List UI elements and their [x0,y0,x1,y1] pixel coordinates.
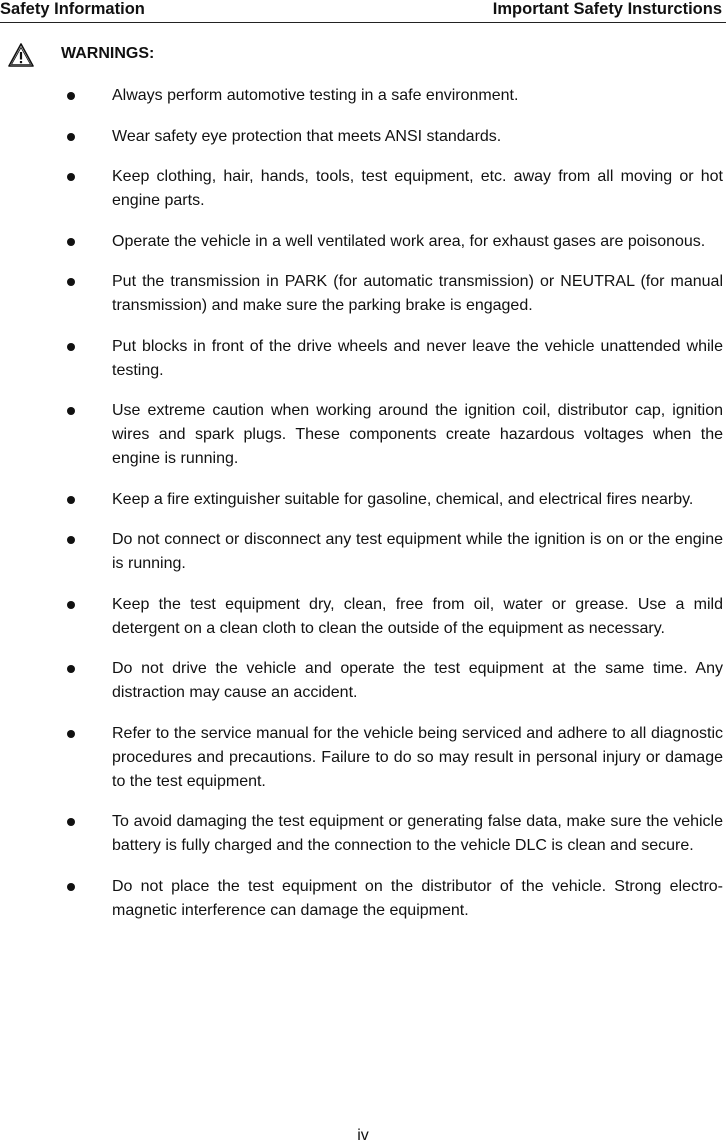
header-section-title: Safety Information [0,0,145,18]
list-item-text: Wear safety eye protection that meets ANSI standards. [112,127,502,145]
bullet-icon [67,665,75,673]
bullet-icon [67,407,75,415]
list-item [0,875,726,923]
list-item [0,230,726,254]
list-item-text: Use extreme caution when working around the ignition coil, distributor cap, ignition wires and spark plugs. These components create hazardous voltages when the engine is running. [112,402,723,467]
list-item [0,270,726,318]
warning-triangle-icon [7,42,35,68]
header-chapter-title: Important Safety Insturctions [492,0,722,18]
list-item-text: Keep clothing, hair, hands, tools, test equipment, etc. away from all moving or hot engine parts. [112,168,723,209]
list-item-text: Keep a fire extinguisher suitable for gasoline, chemical, and electrical fires nearby. [112,490,694,508]
page-number: iv [357,1127,369,1144]
bullet-icon [67,883,75,891]
list-item-text: Operate the vehicle in a well ventilated work area, for exhaust gases are poisonous. [112,232,706,250]
bullet-icon [67,238,75,246]
bullet-icon [67,730,75,738]
bullet-icon [67,278,75,286]
bullet-icon [67,173,75,181]
page-header [0,0,726,23]
list-item [0,528,726,576]
list-item-text: Do not drive the vehicle and operate the test equipment at the same time. Any distraction may cause an accident. [112,660,723,701]
list-item [0,488,726,512]
list-item [0,810,726,858]
bullet-icon [67,92,75,100]
list-item-text: Keep the test equipment dry, clean, free from oil, water or grease. Use a mild detergent on a clean cloth to clean the outside of the equipment as necessary. [112,595,723,637]
list-item [0,593,726,641]
list-item-text: To avoid damaging the test equipment or generating false data, make sure the vehicle battery is fully charged and the connection to the vehicle DLC is clean and secure. [112,813,723,854]
list-item-text: Do not place the test equipment on the distributor of the vehicle. Strong electro-magnetic interference can damage the equipment. [112,877,723,919]
warnings-title: WARNINGS: [61,45,155,62]
list-item [0,657,726,705]
list-item [0,165,726,213]
warnings-list [0,84,726,939]
list-item [0,84,726,108]
bullet-icon [67,496,75,504]
bullet-icon [67,343,75,351]
list-item [0,335,726,383]
warnings-heading [7,40,307,70]
list-item-text: Put the transmission in PARK (for automatic transmission) or NEUTRAL (for manual transmission) and make sure the parking brake is engaged. [112,273,723,314]
bullet-icon [67,601,75,609]
bullet-icon [67,536,75,544]
list-item-text: Do not connect or disconnect any test equipment while the ignition is on or the engine is running. [112,531,723,572]
list-item [0,399,726,471]
list-item-text: Refer to the service manual for the vehicle being serviced and adhere to all diagnostic procedures and precautions. Failure to do so may result in personal injury or damage to the test equipment. [112,724,723,790]
list-item [0,722,726,794]
list-item-text: Always perform automotive testing in a safe environment. [112,87,519,104]
list-item [0,125,726,149]
list-item-text: Put blocks in front of the drive wheels and never leave the vehicle unattended while testing. [112,337,723,379]
bullet-icon [67,818,75,826]
bullet-icon [67,133,75,141]
